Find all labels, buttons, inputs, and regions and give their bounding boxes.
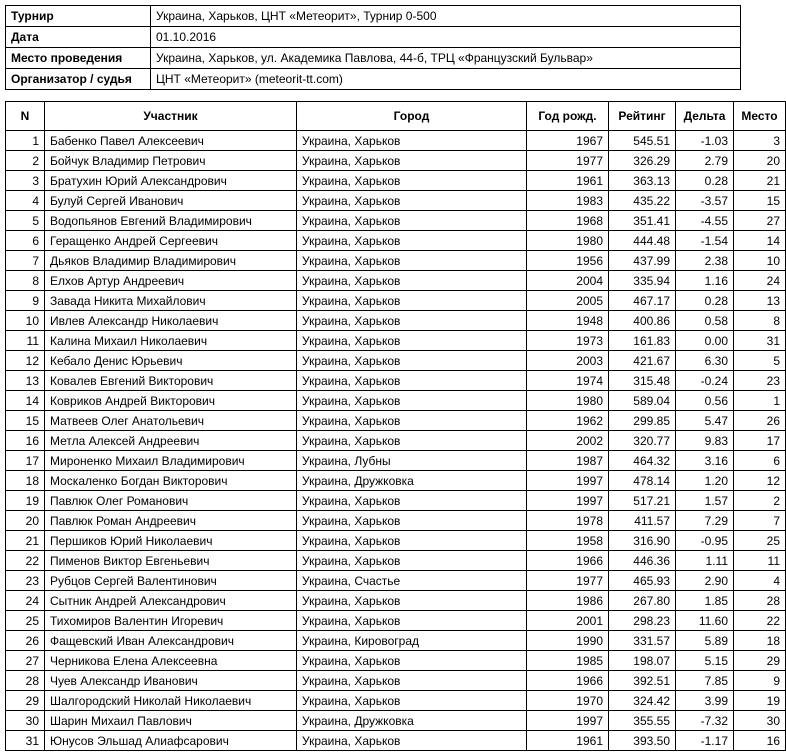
cell-place: 4 (734, 571, 786, 591)
cell-delta: 0.58 (676, 311, 734, 331)
info-row (6, 48, 741, 69)
cell-delta: -1.03 (676, 131, 734, 151)
cell-delta: -0.95 (676, 531, 734, 551)
cell-participant: Калина Михаил Николаевич (45, 331, 297, 351)
table-row (6, 131, 786, 151)
cell-delta: 5.89 (676, 631, 734, 651)
cell-participant: Метла Алексей Андреевич (45, 431, 297, 451)
cell-delta: -1.17 (676, 731, 734, 751)
table-row (6, 251, 786, 271)
table-row (6, 691, 786, 711)
table-row (6, 411, 786, 431)
cell-place: 17 (734, 431, 786, 451)
cell-number: 27 (6, 651, 45, 671)
cell-birth-year: 1977 (527, 571, 609, 591)
cell-birth-year: 1980 (527, 391, 609, 411)
cell-number: 10 (6, 311, 45, 331)
cell-delta: 3.16 (676, 451, 734, 471)
cell-number: 22 (6, 551, 45, 571)
cell-city: Украина, Харьков (297, 231, 527, 251)
table-row (6, 371, 786, 391)
cell-birth-year: 1962 (527, 411, 609, 431)
cell-number: 31 (6, 731, 45, 751)
cell-city: Украина, Харьков (297, 131, 527, 151)
cell-number: 17 (6, 451, 45, 471)
cell-number: 26 (6, 631, 45, 651)
cell-birth-year: 1978 (527, 511, 609, 531)
table-row (6, 291, 786, 311)
cell-birth-year: 1966 (527, 671, 609, 691)
info-value: Украина, Харьков, ЦНТ «Метеорит», Турнир 0-500 (151, 6, 741, 27)
cell-birth-year: 1970 (527, 691, 609, 711)
info-label: Дата (6, 27, 151, 48)
cell-delta: 7.29 (676, 511, 734, 531)
cell-place: 10 (734, 251, 786, 271)
header-rating: Рейтинг (609, 102, 676, 131)
cell-city: Украина, Харьков (297, 531, 527, 551)
cell-number: 8 (6, 271, 45, 291)
table-row (6, 591, 786, 611)
cell-place: 27 (734, 211, 786, 231)
cell-participant: Завада Никита Михайлович (45, 291, 297, 311)
cell-place: 20 (734, 151, 786, 171)
table-row (6, 711, 786, 731)
cell-rating: 335.94 (609, 271, 676, 291)
cell-city: Украина, Харьков (297, 691, 527, 711)
cell-delta: -1.54 (676, 231, 734, 251)
cell-city: Украина, Харьков (297, 431, 527, 451)
cell-delta: 1.20 (676, 471, 734, 491)
cell-rating: 326.29 (609, 151, 676, 171)
cell-participant: Пименов Виктор Евгеньевич (45, 551, 297, 571)
table-row (6, 171, 786, 191)
cell-participant: Матвеев Олег Анатольевич (45, 411, 297, 431)
cell-rating: 316.90 (609, 531, 676, 551)
cell-place: 12 (734, 471, 786, 491)
cell-birth-year: 1973 (527, 331, 609, 351)
cell-city: Украина, Кировоград (297, 631, 527, 651)
table-row (6, 451, 786, 471)
table-row (6, 471, 786, 491)
cell-rating: 320.77 (609, 431, 676, 451)
cell-participant: Фащевский Иван Александрович (45, 631, 297, 651)
info-value: 01.10.2016 (151, 27, 741, 48)
cell-rating: 444.48 (609, 231, 676, 251)
cell-birth-year: 1968 (527, 211, 609, 231)
cell-place: 5 (734, 351, 786, 371)
cell-delta: 0.00 (676, 331, 734, 351)
cell-city: Украина, Харьков (297, 251, 527, 271)
cell-place: 25 (734, 531, 786, 551)
cell-rating: 392.51 (609, 671, 676, 691)
cell-participant: Сытник Андрей Александрович (45, 591, 297, 611)
cell-number: 3 (6, 171, 45, 191)
cell-birth-year: 1997 (527, 711, 609, 731)
cell-city: Украина, Харьков (297, 171, 527, 191)
cell-city: Украина, Лубны (297, 451, 527, 471)
cell-rating: 161.83 (609, 331, 676, 351)
cell-delta: 1.11 (676, 551, 734, 571)
cell-participant: Рубцов Сергей Валентинович (45, 571, 297, 591)
header-place: Место (734, 102, 786, 131)
cell-birth-year: 1948 (527, 311, 609, 331)
cell-delta: 1.57 (676, 491, 734, 511)
cell-birth-year: 1966 (527, 551, 609, 571)
table-row (6, 391, 786, 411)
cell-participant: Чуев Александр Иванович (45, 671, 297, 691)
cell-place: 2 (734, 491, 786, 511)
cell-number: 9 (6, 291, 45, 311)
cell-rating: 393.50 (609, 731, 676, 751)
cell-place: 28 (734, 591, 786, 611)
table-row (6, 511, 786, 531)
cell-delta: 0.28 (676, 291, 734, 311)
cell-place: 9 (734, 671, 786, 691)
cell-participant: Булуй Сергей Иванович (45, 191, 297, 211)
table-row (6, 151, 786, 171)
table-row (6, 571, 786, 591)
table-row (6, 631, 786, 651)
cell-participant: Дьяков Владимир Владимирович (45, 251, 297, 271)
cell-city: Украина, Харьков (297, 671, 527, 691)
cell-delta: 5.47 (676, 411, 734, 431)
cell-participant: Москаленко Богдан Викторович (45, 471, 297, 491)
cell-birth-year: 1980 (527, 231, 609, 251)
cell-place: 6 (734, 451, 786, 471)
cell-city: Украина, Харьков (297, 331, 527, 351)
cell-birth-year: 1961 (527, 171, 609, 191)
cell-birth-year: 1961 (527, 731, 609, 751)
cell-number: 23 (6, 571, 45, 591)
cell-delta: 1.85 (676, 591, 734, 611)
cell-number: 14 (6, 391, 45, 411)
cell-birth-year: 1985 (527, 651, 609, 671)
cell-place: 8 (734, 311, 786, 331)
table-row (6, 531, 786, 551)
cell-delta: 1.16 (676, 271, 734, 291)
header-number: N (6, 102, 45, 131)
cell-rating: 589.04 (609, 391, 676, 411)
cell-city: Украина, Счастье (297, 571, 527, 591)
cell-birth-year: 1983 (527, 191, 609, 211)
cell-participant: Ковриков Андрей Викторович (45, 391, 297, 411)
cell-place: 31 (734, 331, 786, 351)
table-row (6, 271, 786, 291)
cell-birth-year: 2005 (527, 291, 609, 311)
cell-place: 14 (734, 231, 786, 251)
cell-delta: -7.32 (676, 711, 734, 731)
cell-birth-year: 2003 (527, 351, 609, 371)
cell-rating: 363.13 (609, 171, 676, 191)
cell-participant: Черникова Елена Алексеевна (45, 651, 297, 671)
cell-rating: 351.41 (609, 211, 676, 231)
cell-rating: 421.67 (609, 351, 676, 371)
cell-participant: Кебало Денис Юрьевич (45, 351, 297, 371)
cell-place: 29 (734, 651, 786, 671)
cell-number: 7 (6, 251, 45, 271)
cell-rating: 446.36 (609, 551, 676, 571)
cell-place: 24 (734, 271, 786, 291)
cell-rating: 298.23 (609, 611, 676, 631)
cell-number: 15 (6, 411, 45, 431)
cell-rating: 464.32 (609, 451, 676, 471)
cell-participant: Геращенко Андрей Сергеевич (45, 231, 297, 251)
cell-participant: Мироненко Михаил Владимирович (45, 451, 297, 471)
cell-number: 1 (6, 131, 45, 151)
cell-birth-year: 1974 (527, 371, 609, 391)
cell-rating: 467.17 (609, 291, 676, 311)
header-delta: Дельта (676, 102, 734, 131)
header-birth-year: Год рожд. (527, 102, 609, 131)
cell-birth-year: 1997 (527, 471, 609, 491)
results-header-row (6, 102, 786, 131)
table-row (6, 211, 786, 231)
cell-rating: 478.14 (609, 471, 676, 491)
cell-number: 11 (6, 331, 45, 351)
cell-place: 26 (734, 411, 786, 431)
cell-number: 6 (6, 231, 45, 251)
cell-rating: 411.57 (609, 511, 676, 531)
cell-city: Украина, Харьков (297, 391, 527, 411)
cell-participant: Елхов Артур Андреевич (45, 271, 297, 291)
info-row (6, 6, 741, 27)
info-row (6, 27, 741, 48)
cell-place: 3 (734, 131, 786, 151)
cell-birth-year: 1956 (527, 251, 609, 271)
info-value: ЦНТ «Метеорит» (meteorit-tt.com) (151, 69, 741, 90)
cell-delta: 7.85 (676, 671, 734, 691)
cell-participant: Тихомиров Валентин Игоревич (45, 611, 297, 631)
cell-place: 7 (734, 511, 786, 531)
info-label: Организатор / судья (6, 69, 151, 90)
cell-city: Украина, Харьков (297, 651, 527, 671)
cell-city: Украина, Харьков (297, 511, 527, 531)
cell-delta: -0.24 (676, 371, 734, 391)
cell-rating: 198.07 (609, 651, 676, 671)
table-row (6, 331, 786, 351)
table-row (6, 551, 786, 571)
cell-number: 13 (6, 371, 45, 391)
cell-rating: 545.51 (609, 131, 676, 151)
cell-delta: -3.57 (676, 191, 734, 211)
cell-number: 24 (6, 591, 45, 611)
cell-rating: 315.48 (609, 371, 676, 391)
tournament-info-table (5, 5, 741, 90)
cell-rating: 465.93 (609, 571, 676, 591)
cell-birth-year: 1958 (527, 531, 609, 551)
cell-delta: 3.99 (676, 691, 734, 711)
cell-participant: Шалгородский Николай Николаевич (45, 691, 297, 711)
cell-city: Украина, Харьков (297, 211, 527, 231)
cell-city: Украина, Харьков (297, 191, 527, 211)
cell-birth-year: 2004 (527, 271, 609, 291)
cell-participant: Водопьянов Евгений Владимирович (45, 211, 297, 231)
cell-city: Украина, Харьков (297, 271, 527, 291)
cell-rating: 517.21 (609, 491, 676, 511)
cell-place: 16 (734, 731, 786, 751)
cell-number: 28 (6, 671, 45, 691)
cell-city: Украина, Харьков (297, 371, 527, 391)
cell-rating: 400.86 (609, 311, 676, 331)
cell-birth-year: 1986 (527, 591, 609, 611)
cell-rating: 299.85 (609, 411, 676, 431)
cell-birth-year: 1967 (527, 131, 609, 151)
cell-number: 19 (6, 491, 45, 511)
cell-birth-year: 1977 (527, 151, 609, 171)
cell-delta: 5.15 (676, 651, 734, 671)
cell-city: Украина, Харьков (297, 291, 527, 311)
table-row (6, 431, 786, 451)
table-row (6, 731, 786, 751)
cell-delta: 2.90 (676, 571, 734, 591)
cell-participant: Ковалев Евгений Викторович (45, 371, 297, 391)
cell-city: Украина, Харьков (297, 731, 527, 751)
cell-delta: 2.38 (676, 251, 734, 271)
table-row (6, 231, 786, 251)
cell-participant: Братухин Юрий Александрович (45, 171, 297, 191)
info-value: Украина, Харьков, ул. Академика Павлова, 44-б, ТРЦ «Французский Бульвар» (151, 48, 741, 69)
cell-number: 5 (6, 211, 45, 231)
cell-number: 25 (6, 611, 45, 631)
cell-place: 18 (734, 631, 786, 651)
cell-rating: 324.42 (609, 691, 676, 711)
cell-city: Украина, Харьков (297, 411, 527, 431)
cell-rating: 267.80 (609, 591, 676, 611)
table-row (6, 611, 786, 631)
cell-birth-year: 1987 (527, 451, 609, 471)
info-row (6, 69, 741, 90)
table-row (6, 191, 786, 211)
cell-number: 4 (6, 191, 45, 211)
cell-place: 30 (734, 711, 786, 731)
cell-delta: 2.79 (676, 151, 734, 171)
cell-participant: Бабенко Павел Алексеевич (45, 131, 297, 151)
info-label: Место проведения (6, 48, 151, 69)
cell-delta: 11.60 (676, 611, 734, 631)
cell-delta: 9.83 (676, 431, 734, 451)
cell-city: Украина, Харьков (297, 591, 527, 611)
cell-birth-year: 2002 (527, 431, 609, 451)
cell-city: Украина, Харьков (297, 491, 527, 511)
header-city: Город (297, 102, 527, 131)
cell-place: 11 (734, 551, 786, 571)
cell-city: Украина, Дружковка (297, 711, 527, 731)
cell-number: 29 (6, 691, 45, 711)
cell-birth-year: 2001 (527, 611, 609, 631)
cell-city: Украина, Харьков (297, 551, 527, 571)
cell-rating: 435.22 (609, 191, 676, 211)
cell-delta: 0.56 (676, 391, 734, 411)
table-row (6, 651, 786, 671)
table-row (6, 671, 786, 691)
cell-place: 22 (734, 611, 786, 631)
header-participant: Участник (45, 102, 297, 131)
cell-city: Украина, Харьков (297, 611, 527, 631)
info-label: Турнир (6, 6, 151, 27)
cell-city: Украина, Дружковка (297, 471, 527, 491)
cell-place: 23 (734, 371, 786, 391)
cell-number: 21 (6, 531, 45, 551)
cell-rating: 437.99 (609, 251, 676, 271)
cell-participant: Першиков Юрий Николаевич (45, 531, 297, 551)
cell-number: 2 (6, 151, 45, 171)
cell-birth-year: 1990 (527, 631, 609, 651)
cell-place: 19 (734, 691, 786, 711)
cell-birth-year: 1997 (527, 491, 609, 511)
cell-place: 1 (734, 391, 786, 411)
cell-place: 15 (734, 191, 786, 211)
cell-participant: Шарин Михаил Павлович (45, 711, 297, 731)
cell-number: 30 (6, 711, 45, 731)
table-row (6, 311, 786, 331)
cell-place: 13 (734, 291, 786, 311)
cell-participant: Бойчук Владимир Петрович (45, 151, 297, 171)
cell-city: Украина, Харьков (297, 151, 527, 171)
cell-number: 18 (6, 471, 45, 491)
cell-city: Украина, Харьков (297, 351, 527, 371)
cell-participant: Ивлев Александр Николаевич (45, 311, 297, 331)
cell-number: 12 (6, 351, 45, 371)
results-table (5, 101, 786, 751)
cell-city: Украина, Харьков (297, 311, 527, 331)
cell-delta: -4.55 (676, 211, 734, 231)
cell-participant: Павлюк Роман Андреевич (45, 511, 297, 531)
cell-rating: 331.57 (609, 631, 676, 651)
cell-delta: 0.28 (676, 171, 734, 191)
table-row (6, 491, 786, 511)
cell-number: 16 (6, 431, 45, 451)
cell-number: 20 (6, 511, 45, 531)
cell-delta: 6.30 (676, 351, 734, 371)
cell-rating: 355.55 (609, 711, 676, 731)
cell-place: 21 (734, 171, 786, 191)
cell-participant: Павлюк Олег Романович (45, 491, 297, 511)
table-row (6, 351, 786, 371)
cell-participant: Юнусов Эльшад Алиафсарович (45, 731, 297, 751)
